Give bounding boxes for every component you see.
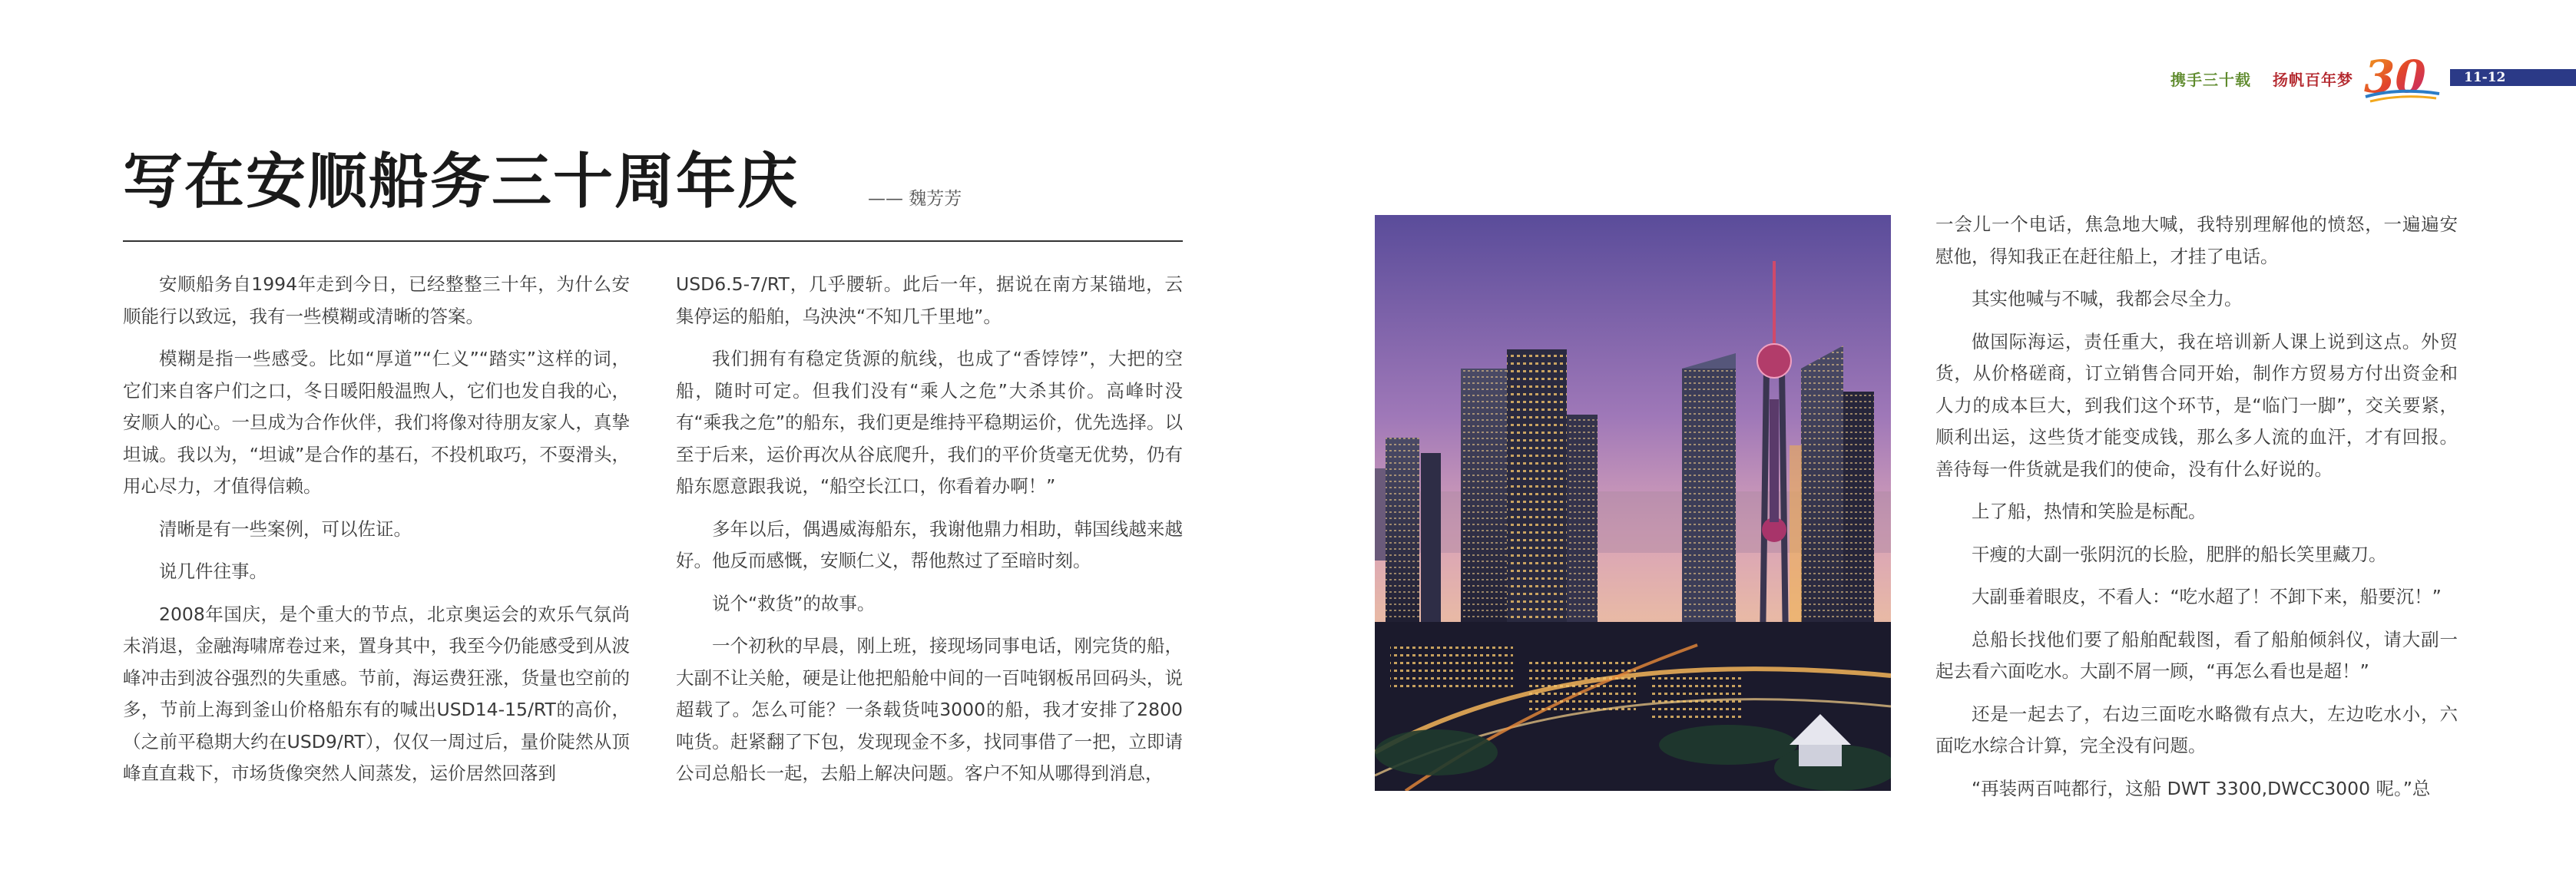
page-numbers: 11-12 <box>2464 70 2506 85</box>
page-number-bar <box>2450 69 2576 86</box>
paragraph: 一会儿一个电话，焦急地大喊，我特别理解他的愤怒，一遍遍安慰他，得知我正在赶往船上，才挂了电话。 <box>1935 213 2458 267</box>
city-skyline-photo <box>1375 215 1891 791</box>
paragraph: 一个初秋的早晨，刚上班，接现场同事电话，刚完货的船，大副不让关舱，硬是让他把船舱中间的一百吨钢板吊回码头，说超载了。怎么可能？一条载货吨3000的船，我才安排了2800吨货。赶紧翻了下包，发现现金不多，找同事借了一把，立即请公司总船长一起，去船上解决问题。客户不知从哪得到消息， <box>676 635 1183 784</box>
slogan-right: 扬帆百年梦 <box>2273 71 2353 89</box>
slogan-left: 携手三十载 <box>2170 71 2252 89</box>
paragraph: 其实他喊与不喊，我都会尽全力。 <box>1972 288 2243 309</box>
paragraph: 清晰是有一些案例，可以佐证。 <box>159 518 412 540</box>
paragraph: 说个“救货”的故事。 <box>712 592 876 614</box>
paragraph: 做国际海运，责任重大，我在培训新人课上说到这点。外贸货，从价格磋商，订立销售合同开始，制作方贸易方付出资金和人力的成本巨大，到我们这个环节，是“临门一脚”，交关要紧，顺利出运，这些货才能变成钱，那么多人流的血汗，才有回报。善待每一件货就是我们的使命，没有什么好说的。 <box>1935 330 2458 480</box>
paragraph: 说几件往事。 <box>159 561 267 582</box>
paragraph: 2008年国庆，是个重大的节点，北京奥运会的欢乐气氛尚未消退，金融海啸席卷过来，置身其中，我至今仍能感受到从波峰冲击到波谷强烈的失重感。节前，海运费狂涨，货量也空前的多，节前上海到釜山价格船东有的喊出USD14-15/RT的高价，（之前平稳期大约在USD9/RT），仅仅一周过后，量价陡然从顶峰直直栽下，市场货像突然人间蒸发，运价居然回落到 <box>123 603 630 784</box>
paragraph: USD6.5-7/RT，几乎腰斩。此后一年，据说在南方某锚地，云集停运的船舶，乌泱泱“不知几千里地”。 <box>676 273 1183 327</box>
text-column-3 <box>1935 209 2458 815</box>
text-column-2 <box>676 269 1183 801</box>
paragraph: 我们拥有有稳定货源的航线，也成了“香饽饽”，大把的空船，随时可定。但我们没有“乘人之危”大杀其价。高峰时没有“乘我之危”的船东，我们更是维持平稳期运价，优先选择。以至于后来，运价再次从谷底爬升，我们的平价货毫无优势，仍有船东愿意跟我说，“船空长江口，你看着办啊！” <box>676 348 1183 497</box>
text-column-1 <box>123 269 630 801</box>
paragraph: 模糊是指一些感受。比如“厚道”“仁义”“踏实”这样的词，它们来自客户们之口，冬日暖阳般温煦人，它们也发自我的心，安顺人的心。一旦成为合作伙伴，我们将像对待朋友家人，真挚坦诚。我以为，“坦诚”是合作的基石，不投机取巧，不耍滑头，用心尽力，才值得信赖。 <box>123 348 630 497</box>
paragraph: 多年以后，偶遇威海船东，我谢他鼎力相助，韩国线越来越好。他反而感慨，安顺仁义，帮他熬过了至暗时刻。 <box>676 518 1183 571</box>
article-title: 写在安顺船务三十周年庆 <box>123 147 800 217</box>
title-divider <box>123 240 1183 242</box>
paragraph: 安顺船务自1994年走到今日，已经整整三十年，为什么安顺能行以致远，我有一些模糊或清晰的答案。 <box>123 273 630 327</box>
paragraph: 还是一起去了，右边三面吃水略微有点大，左边吃水小，六面吃水综合计算，完全没有问题。 <box>1935 703 2458 756</box>
logo-30-text: 30 <box>2364 51 2426 103</box>
paragraph: 上了船，热情和笑脸是标配。 <box>1972 501 2207 522</box>
paragraph: 大副垂着眼皮，不看人：“吃水超了！不卸下来，船要沉！” <box>1972 586 2442 607</box>
header-slogan <box>2170 68 2353 90</box>
paragraph: 干瘦的大副一张阴沉的长脸，肥胖的船长笑里藏刀。 <box>1972 543 2387 565</box>
anniversary-logo-icon <box>2359 49 2444 104</box>
paragraph: “再装两百吨都行，这船 DWT 3300,DWCC3000 呢。”总 <box>1972 777 2431 799</box>
article-author: —— 魏芳芳 <box>868 189 962 209</box>
paragraph: 总船长找他们要了船舶配载图，看了船舶倾斜仪，请大副一起去看六面吃水。大副不屑一顾，“再怎么看也是超！” <box>1935 628 2458 682</box>
